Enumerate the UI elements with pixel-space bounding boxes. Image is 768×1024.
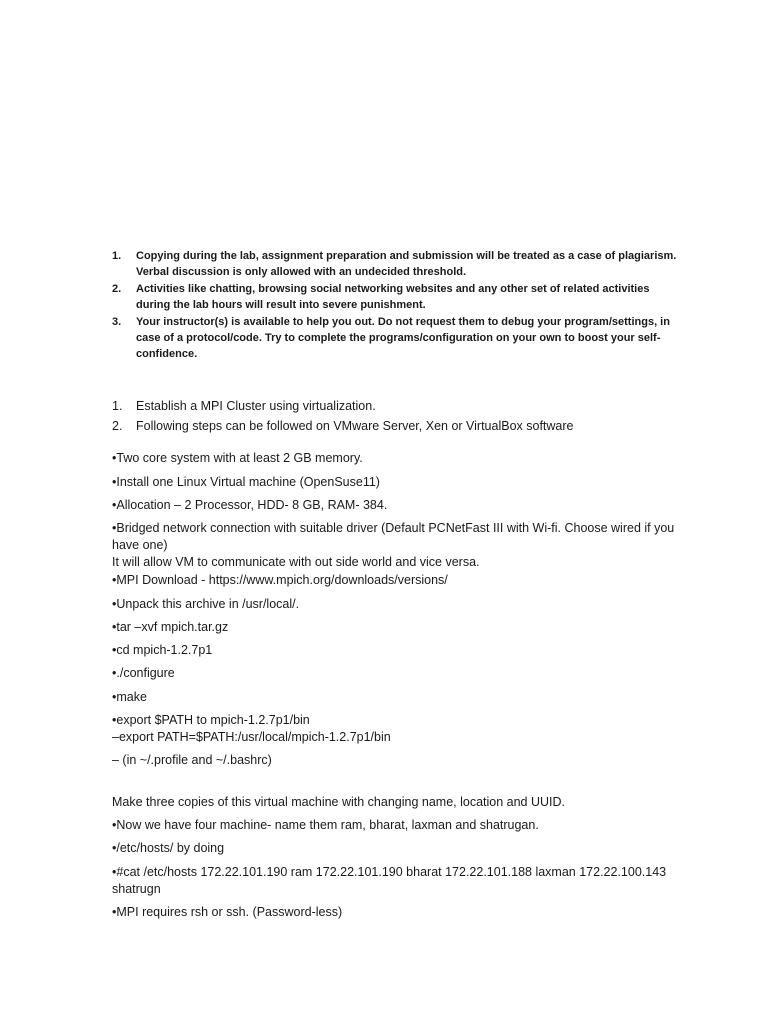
rule-number: 3. (112, 316, 122, 328)
step-line: •Now we have four machine- name them ram, bharat, laxman and shatrugan. (112, 818, 539, 832)
step-line: •export $PATH to mpich-1.2.7p1/bin (112, 713, 310, 727)
step-line: Make three copies of this virtual machine with changing name, location and UUID. (112, 795, 566, 809)
task-list (112, 396, 682, 436)
task-number: 1. (112, 399, 123, 413)
rule-text: Your instructor(s) is available to help you out. Do not request them to debug your program/settings, in case of a protocol/code. Try to complete the programs/configuration on your own to boost your self-confidence. (136, 316, 670, 360)
step-line: •./configure (112, 666, 175, 680)
task-text: Establish a MPI Cluster using virtualization. (136, 399, 376, 413)
step-line: •tar –xvf mpich.tar.gz (112, 620, 229, 634)
step-line: •Install one Linux Virtual machine (OpenSuse11) (112, 475, 380, 489)
step-line: •MPI Download - https://www.mpich.org/downloads/versions/ (112, 573, 448, 587)
rule-item (112, 281, 682, 313)
lab-rules-list (112, 248, 682, 363)
step-line: •/etc/hosts/ by doing (112, 841, 225, 855)
rule-number: 2. (112, 283, 122, 295)
step-line: •Unpack this archive in /usr/local/. (112, 597, 300, 611)
task-item (112, 416, 682, 436)
step-line: •cd mpich-1.2.7p1 (112, 643, 213, 657)
task-item (112, 396, 682, 416)
rule-number: 1. (112, 250, 122, 262)
step-line: •#cat /etc/hosts 172.22.101.190 ram 172.22.101.190 bharat 172.22.101.188 laxman 172.22.100.143 shatrugn (112, 865, 670, 896)
step-line: – (in ~/.profile and ~/.bashrc) (112, 753, 272, 767)
rule-item (112, 248, 682, 280)
step-line: •Allocation – 2 Processor, HDD- 8 GB, RAM- 384. (112, 498, 388, 512)
step-line: •Two core system with at least 2 GB memory. (112, 451, 363, 465)
step-line: It will allow VM to communicate with out side world and vice versa. (112, 555, 480, 569)
rule-text: Activities like chatting, browsing social networking websites and any other set of related activities during the lab hours will result into severe punishment. (136, 283, 650, 311)
step-line: •Bridged network connection with suitable driver (Default PCNetFast III with Wi-fi. Choose wired if you have one) (112, 521, 678, 552)
rule-item (112, 314, 682, 362)
task-number: 2. (112, 419, 123, 433)
task-text: Following steps can be followed on VMware Server, Xen or VirtualBox software (136, 419, 574, 433)
step-line: •MPI requires rsh or ssh. (Password-less) (112, 905, 343, 919)
step-line: –export PATH=$PATH:/usr/local/mpich-1.2.7p1/bin (112, 730, 391, 744)
step-line: •make (112, 690, 147, 704)
rule-text: Copying during the lab, assignment preparation and submission will be treated as a case of plagiarism. Verbal discussion is only allowed with an undecided threshold. (136, 250, 677, 278)
